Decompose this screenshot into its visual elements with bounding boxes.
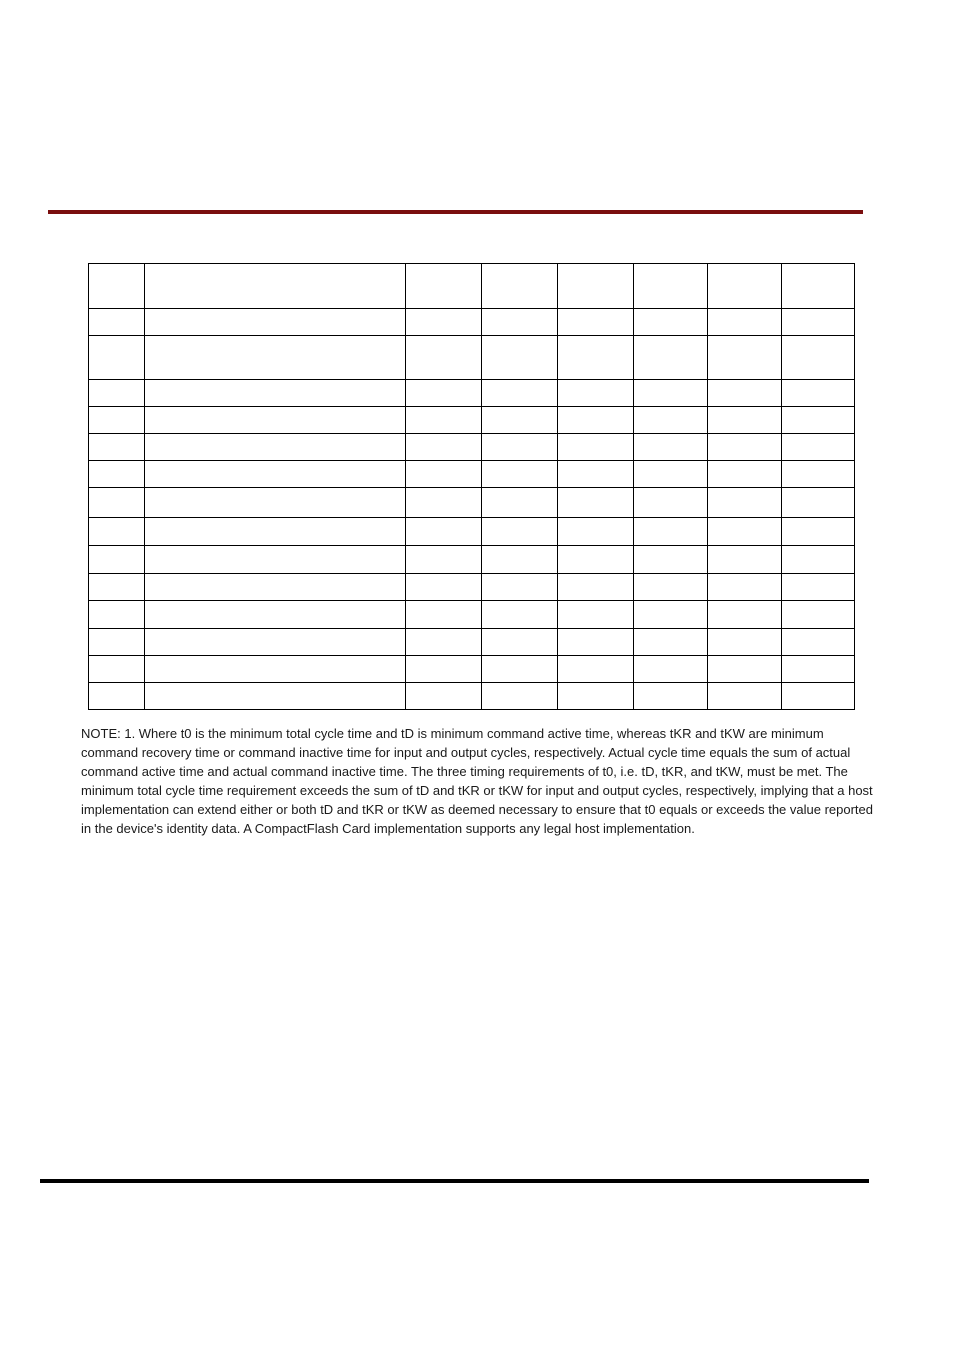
- table-cell: [406, 309, 482, 336]
- table-cell: [634, 380, 708, 407]
- table-cell: [708, 629, 782, 656]
- table-cell: [482, 434, 558, 461]
- table-cell: [782, 629, 855, 656]
- table-cell: [708, 380, 782, 407]
- table-cell: [89, 488, 145, 518]
- table-cell: [482, 488, 558, 518]
- table-cell: [482, 683, 558, 710]
- table-cell: [89, 264, 145, 309]
- table-row: [89, 629, 855, 656]
- table-row: [89, 407, 855, 434]
- table-cell: [634, 336, 708, 380]
- table-cell: [89, 574, 145, 601]
- table-cell: [634, 629, 708, 656]
- table-cell: [708, 461, 782, 488]
- table-cell: [634, 601, 708, 629]
- table-cell: [89, 461, 145, 488]
- table-cell: [558, 488, 634, 518]
- table-cell: [482, 574, 558, 601]
- table-cell: [145, 518, 406, 546]
- table-cell: [558, 629, 634, 656]
- table-cell: [558, 546, 634, 574]
- table-cell: [406, 518, 482, 546]
- table-cell: [89, 683, 145, 710]
- table-cell: [145, 488, 406, 518]
- table-cell: [145, 546, 406, 574]
- table-cell: [406, 683, 482, 710]
- table-cell: [145, 407, 406, 434]
- table-cell: [782, 309, 855, 336]
- table-cell: [782, 461, 855, 488]
- table-cell: [89, 629, 145, 656]
- table-cell: [634, 461, 708, 488]
- table-cell: [782, 518, 855, 546]
- table-cell: [558, 380, 634, 407]
- table-cell: [406, 336, 482, 380]
- table-cell: [634, 264, 708, 309]
- table-cell: [406, 434, 482, 461]
- table-cell: [634, 434, 708, 461]
- table-cell: [708, 336, 782, 380]
- table-row: [89, 574, 855, 601]
- table-row: [89, 461, 855, 488]
- table-cell: [558, 336, 634, 380]
- table-cell: [482, 336, 558, 380]
- table-cell: [558, 601, 634, 629]
- table-cell: [708, 309, 782, 336]
- table-cell: [145, 461, 406, 488]
- table-cell: [558, 434, 634, 461]
- table-cell: [482, 546, 558, 574]
- table-note: NOTE: 1. Where t0 is the minimum total cycle time and tD is minimum command active time, whereas tKR and tKW are minimum command recovery time or command inactive time for input and output cycles, respectively. Actual cycle time equals the sum of actual command active time and actual command inactive time. The three timing requirements of t0, i.e. tD, tKR, and tKW, must be met. The minimum total cycle time requirement exceeds the sum of tD and tKR or tKW for input and output cycles, respectively, implying that a host implementation can extend either or both tD and tKR or tKW as deemed necessary to ensure that t0 equals or exceeds the value reported in the device's identity data. A CompactFlash Card implementation supports any legal host implementation.: [81, 726, 874, 836]
- table-cell: [634, 683, 708, 710]
- table-cell: [482, 407, 558, 434]
- footer-rule: [40, 1179, 869, 1183]
- table-cell: [634, 574, 708, 601]
- table-cell: [782, 407, 855, 434]
- table-cell: [708, 407, 782, 434]
- table-cell: [482, 461, 558, 488]
- table-cell: [406, 407, 482, 434]
- table-row: [89, 546, 855, 574]
- table-cell: [89, 434, 145, 461]
- table-row: [89, 434, 855, 461]
- table-cell: [482, 656, 558, 683]
- table-cell: [708, 656, 782, 683]
- table-cell: [482, 264, 558, 309]
- table-cell: [145, 656, 406, 683]
- table-cell: [482, 309, 558, 336]
- table-cell: [145, 380, 406, 407]
- table-cell: [406, 488, 482, 518]
- table-row: [89, 656, 855, 683]
- table-cell: [634, 656, 708, 683]
- table-cell: [782, 601, 855, 629]
- table-cell: [558, 461, 634, 488]
- table-cell: [558, 407, 634, 434]
- table-row: [89, 336, 855, 380]
- table-cell: [782, 336, 855, 380]
- table-cell: [406, 601, 482, 629]
- table-cell: [406, 546, 482, 574]
- table-cell: [89, 518, 145, 546]
- table-cell: [782, 380, 855, 407]
- table-cell: [782, 434, 855, 461]
- table-cell: [89, 380, 145, 407]
- header-rule: [48, 210, 863, 214]
- table-row: [89, 601, 855, 629]
- table-row: [89, 683, 855, 710]
- table-cell: [89, 336, 145, 380]
- table-cell: [708, 546, 782, 574]
- table-cell: [406, 461, 482, 488]
- table-cell: [406, 656, 482, 683]
- table-cell: [558, 518, 634, 546]
- table-cell: [558, 656, 634, 683]
- table-cell: [782, 683, 855, 710]
- table-cell: [634, 407, 708, 434]
- table-row: [89, 488, 855, 518]
- table-cell: [145, 264, 406, 309]
- table-cell: [482, 601, 558, 629]
- table-cell: [708, 601, 782, 629]
- table-cell: [634, 309, 708, 336]
- timing-table: [88, 263, 855, 710]
- table-cell: [782, 656, 855, 683]
- table-cell: [482, 518, 558, 546]
- table-cell: [708, 518, 782, 546]
- table-cell: [782, 546, 855, 574]
- table-cell: [145, 574, 406, 601]
- table-cell: [145, 683, 406, 710]
- table-cell: [708, 574, 782, 601]
- table-cell: [89, 656, 145, 683]
- table-cell: [558, 309, 634, 336]
- table-cell: [782, 488, 855, 518]
- table-cell: [482, 380, 558, 407]
- table-row: [89, 518, 855, 546]
- table-cell: [145, 309, 406, 336]
- table-cell: [558, 574, 634, 601]
- table-cell: [708, 488, 782, 518]
- table-cell: [145, 336, 406, 380]
- table-cell: [782, 574, 855, 601]
- table-cell: [89, 407, 145, 434]
- table-cell: [708, 683, 782, 710]
- table-cell: [406, 380, 482, 407]
- table-cell: [634, 518, 708, 546]
- table-cell: [145, 629, 406, 656]
- table-cell: [708, 264, 782, 309]
- table-cell: [708, 434, 782, 461]
- table-cell: [406, 574, 482, 601]
- table-cell: [558, 683, 634, 710]
- table-cell: [89, 309, 145, 336]
- table-header-row: [89, 264, 855, 309]
- table-cell: [89, 601, 145, 629]
- table-cell: [634, 546, 708, 574]
- table-cell: [634, 488, 708, 518]
- table-cell: [558, 264, 634, 309]
- table-cell: [145, 601, 406, 629]
- table-cell: [406, 264, 482, 309]
- table-cell: [406, 629, 482, 656]
- table-row: [89, 380, 855, 407]
- table-row: [89, 309, 855, 336]
- table-cell: [482, 629, 558, 656]
- table-cell: [782, 264, 855, 309]
- table-cell: [89, 546, 145, 574]
- table-cell: [145, 434, 406, 461]
